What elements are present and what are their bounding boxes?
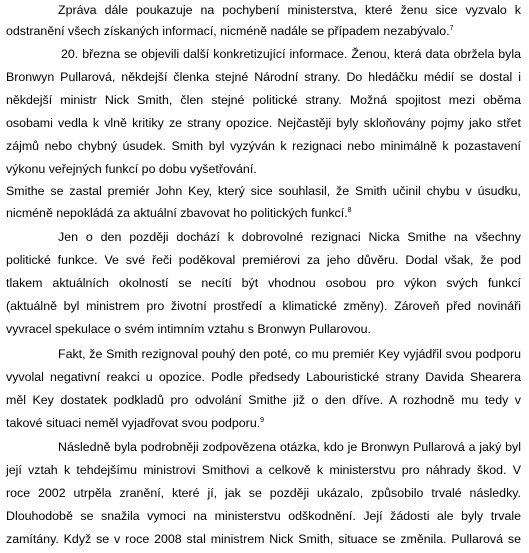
paragraph-4-line-5: vyvracel spekulace o svém intimním vztahu s Bronwyn Pullarovou. (6, 322, 371, 336)
paragraph-4-line-2: politické funkce. Ve své řeči poděkoval premiérovi za jeho důvěru. Dodal však, že pod (6, 253, 521, 267)
paragraph-6-line-2: její vztah k tehdejšímu ministrovi Smithovi a celkově k ministerstvu pro náhrady škod. V (6, 463, 521, 477)
paragraph-1-line-1: Zpráva dále poukazuje na pochybení ministerstva, které ženu sice vyzvalo k (58, 3, 521, 17)
paragraph-2-line-3: někdejší ministr Nick Smith, člen stejné politické strany. Možná spojitost mezi oběma (6, 93, 521, 107)
paragraph-4-line-3: tlakem aktuálních okolností se necítí být vhodnou osobou pro výkon svých funkcí (6, 276, 521, 290)
paragraph-5-line-4: takové situaci neměl vyjadřovat svou podporu.$^9$ (6, 416, 265, 430)
footnote-ref-8: 8 (347, 207, 352, 214)
paragraph-2-line-2: Bronwyn Pullarová, někdejší členka stejné Národní strany. Do hledáčku médií se dostal i (6, 70, 521, 84)
paragraph-2-line-5: zájmů nebo chybný úsudek. Smith byl vyzýván k rezignaci nebo minimálně k pozastavení (6, 139, 521, 153)
paragraph-6-line-4: Dlouhodobě se snažila vymoci na ministerstvu odškodnění. Její žádosti ale byly trvale (6, 509, 521, 523)
paragraph-6-line-3: roce 2002 utrpěla zranění, které jí, jak se později ukázalo, způsobilo trvalé následky. (6, 486, 521, 500)
footnote-ref-9: 9 (260, 417, 265, 424)
paragraph-4-line-1: Jen o den později dochází k dobrovolné rezignaci Nicka Smithe na všechny (58, 230, 521, 244)
paragraph-5-line-3: měl Key dostatek podkladů pro odvolání Smithe již o den dříve. A rozhodně mu tedy v (6, 393, 521, 407)
paragraph-3-line-2: nicméně nepokládá za aktuální zbavovat ho politických funkcí.$^8$ (6, 206, 352, 220)
paragraph-3-line-1: Smithe se zastal premiér John Key, který sice souhlasil, že Smith učinil chybu v úsudku, (6, 184, 521, 198)
paragraph-6-line-1: Následně byla podrobněji zodpovězena otázka, kdo je Bronwyn Pullarová a jaký byl (58, 440, 521, 454)
paragraph-5-line-1: Fakt, že Smith rezignoval pouhý den poté, co mu premiér Key vyjádřil svou podporu (58, 347, 521, 361)
paragraph-6-line-5: zamítány. Když se v roce 2008 stal ministrem Nick Smith, situace se změnila. Pullarová se (6, 532, 521, 546)
paragraph-5-line-2: vyvolal negativní reakci u opozice. Podle předsedy Labouristické strany Davida Shearera (6, 370, 521, 384)
paragraph-1-line-2: odstranění všech získaných informací, nicméně nadále se případem nezabývalo.$^7$ (6, 24, 454, 38)
paragraph-2-line-6: výkonu veřejných funkcí po dobu vyšetřování. (6, 162, 257, 176)
footnote-ref-7: 7 (449, 25, 454, 32)
paragraph-2-line-4: osobami vedla k vlně kritiky ze strany opozice. Nejčastěji byly skloňovány pojmy jako střet (6, 116, 521, 130)
paragraph-4-line-4: (aktuálně byl ministrem pro životní prostředí a klimatické změny). Zároveň před novináři (6, 299, 521, 313)
paragraph-2-line-1: 20. března se objevili další konkretizující informace. Ženou, která data obrželа byla (61, 47, 521, 61)
